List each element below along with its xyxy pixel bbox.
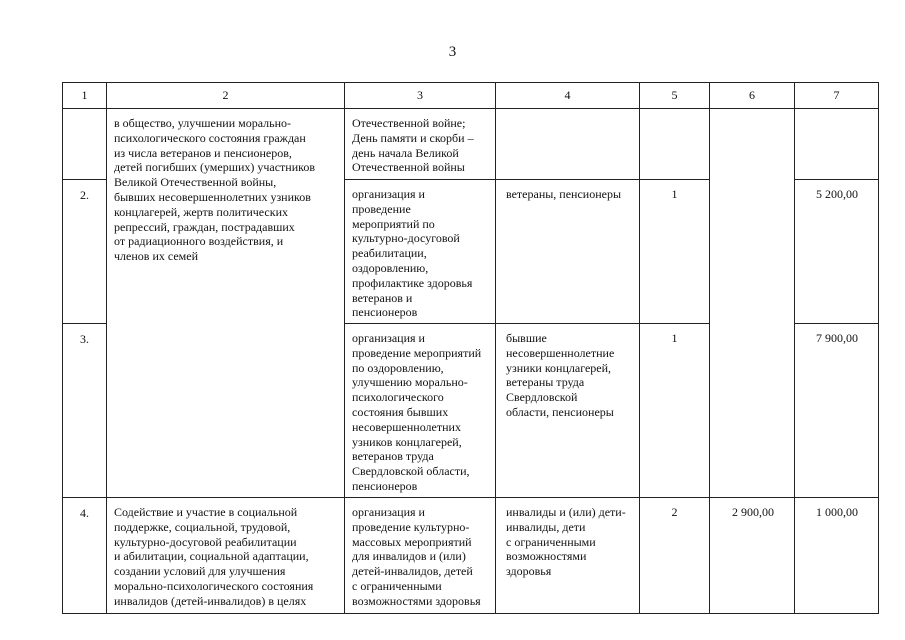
event-cell: организация и проведение культурно- массовых мероприятий для инвалидов и (или) детей-инвалидов, детей с ограниченными возможностями здоровья xyxy=(345,498,496,614)
amount-cell: 1 000,00 xyxy=(795,498,879,614)
row-number: 2. xyxy=(63,180,107,324)
amount-cell: 5 200,00 xyxy=(795,180,879,324)
header-cell: 1 xyxy=(63,83,107,109)
header-cell: 7 xyxy=(795,83,879,109)
table-row xyxy=(63,109,879,180)
count-cell: 1 xyxy=(640,180,710,324)
total-cell: 2 900,00 xyxy=(710,498,795,614)
row-number: 3. xyxy=(63,324,107,498)
participants-cell xyxy=(496,109,640,180)
table-row xyxy=(63,498,879,614)
event-cell: организация и проведение мероприятий по оздоровлению, улучшению морально- психологического состояния бывших несовершеннолетних узников концлагерей, ветеранов труда Свердловской области, пенсионеров xyxy=(345,324,496,498)
participants-cell: инвалиды и (или) дети- инвалиды, дети с ограниченными возможностями здоровья xyxy=(496,498,640,614)
row-number xyxy=(63,109,107,180)
event-cell: организация и проведение мероприятий по культурно-досуговой реабилитации, оздоровлению, профилактике здоровья ветеранов и пенсионеров xyxy=(345,180,496,324)
header-cell: 6 xyxy=(710,83,795,109)
count-cell: 1 xyxy=(640,324,710,498)
header-cell: 4 xyxy=(496,83,640,109)
header-cell: 2 xyxy=(107,83,345,109)
direction-cell: Содействие и участие в социальной поддержке, социальной, трудовой, культурно-досуговой реабилитации и абилитации, социальной адаптации, создании условий для улучшения морально-психологического состояния инвалидов (детей-инвалидов) в целях xyxy=(107,498,345,614)
event-cell: Отечественной войне; День памяти и скорби – день начала Великой Отечественной войны xyxy=(345,109,496,180)
count-cell xyxy=(640,109,710,180)
total-cell xyxy=(710,109,795,498)
count-cell: 2 xyxy=(640,498,710,614)
amount-cell: 7 900,00 xyxy=(795,324,879,498)
direction-cell: в общество, улучшении морально- психологического состояния граждан из числа ветеранов и пенсионеров, детей погибших (умерших) участников Великой Отечественной войны, бывших несовершеннолетних узников концлагерей, жертв политических репрессий, граждан, пострадавших от радиационного воздействия, и членов их семей xyxy=(107,109,345,498)
row-number: 4. xyxy=(63,498,107,614)
amount-cell xyxy=(795,109,879,180)
table-header-row xyxy=(63,83,879,109)
participants-cell: бывшие несовершеннолетние узники концлагерей, ветераны труда Свердловской области, пенсионеры xyxy=(496,324,640,498)
page-number: 3 xyxy=(448,44,457,60)
header-cell: 3 xyxy=(345,83,496,109)
header-cell: 5 xyxy=(640,83,710,109)
program-table xyxy=(62,82,879,614)
participants-cell: ветераны, пенсионеры xyxy=(496,180,640,324)
